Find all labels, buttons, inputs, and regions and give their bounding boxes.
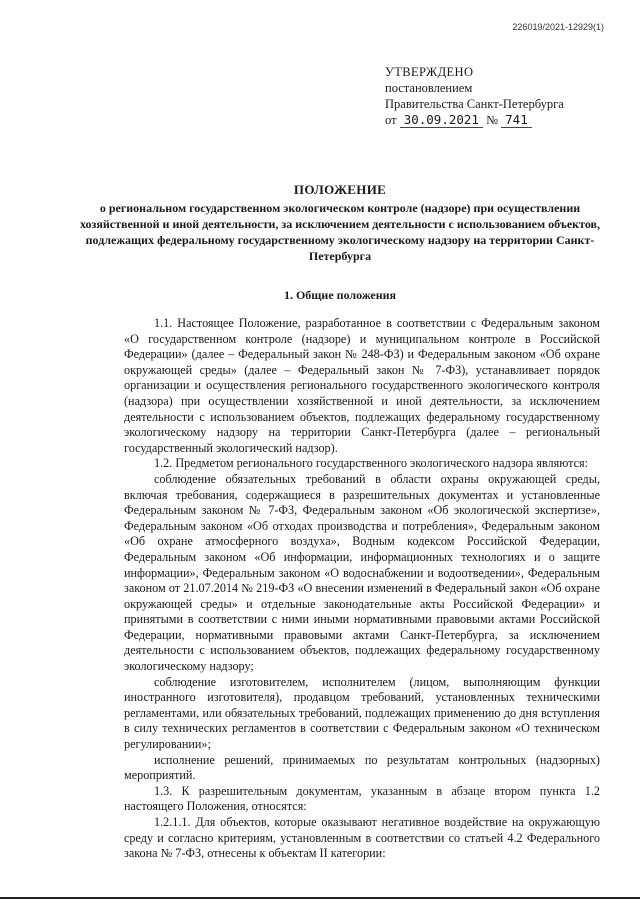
paragraph-1-3: 1.3. К разрешительным документам, указанным в абзаце втором пункта 1.2 настоящего Положения, относятся: [124,783,600,814]
paragraph-decisions: исполнение решений, принимаемых по результатам контрольных (надзорных) мероприятий. [124,752,600,783]
section-title: 1. Общие положения [283,288,397,302]
approval-title: УТВЕРЖДЕНО [385,65,474,79]
approval-line-2: постановлением [385,81,473,95]
approval-line-3: Правительства Санкт-Петербурга [385,97,564,111]
paragraph-1-2: 1.2. Предметом регионального государственного экологического надзора являются: [154,456,589,471]
approval-date: 30.09.2021 [400,112,483,128]
number-label: № [486,113,499,127]
approval-block [385,64,564,128]
paragraph-compliance: соблюдение обязательных требований в области охраны окружающей среды, включая требования, содержащиеся в разрешительных документах и установленные Федеральным законом № 7-ФЗ, Федеральным законом «Об экологической экспертизе», Федеральным законом «Об отходах производства и потребления», Федеральным законом «Об охране атмосферного воздуха», Водным кодексом Российской Федерации, Федеральным законом «Об информации, информационных технологиях и о защите информации», Федеральным законом «О водоснабжении и водоотведении», Федеральным законом от 21.07.2014 № 219-ФЗ «О внесении изменений в Федеральный закон «Об охране окружающей среды» и отдельные законодательные акты Российской Федерации» и принятыми в соответствии с ними иными нормативными правовыми актами Российской Федерации, нормативными правовыми актами Санкт-Петербурга, за исключением деятельности с использованием объектов, подлежащих федеральному государственному экологическому надзору; [124,471,600,674]
paragraph-1-1: 1.1. Настоящее Положение, разработанное в соответствии с Федеральным законом «О государственном контроле (надзоре) и муниципальном контроле в Российской Федерации» (далее – Федеральный закон № 248-ФЗ) и Федеральным законом «Об охране окружающей среды» (далее – Федеральный закон № 7-ФЗ), устанавливает порядок организации и осуществления регионального государственного экологического контроля (надзора) при осуществлении хозяйственной и иной деятельности, за исключением деятельности с использованием объектов, подлежащих федеральному государственному экологическому надзору на территории Санкт-Петербурга (далее – региональный государственный экологический надзор). [124,316,600,455]
from-label: от [385,113,397,127]
approval-number: 741 [501,112,532,128]
document-body [124,316,600,862]
page-bottom-rule [0,897,640,899]
document-heading [60,182,620,264]
paragraph-manufacturer: соблюдение изготовителем, исполнителем (лицом, выполняющим функции иностранного изготовителя), продавцом требований, установленных техническими регламентами, или обязательных требований, подлежащих применению до дня вступления в силу технических регламентов в соответствии с Федеральным законом «О техническом регулировании»; [124,674,600,752]
paragraph-1-2-1-1: 1.2.1.1. Для объектов, которые оказывают негативное воздействие на окружающую среду и согласно критериям, установленным в соответствии со статьей 4.2 Федерального закона № 7-ФЗ, отнесены к объектам II категории: [124,815,600,861]
approval-date-line [385,112,564,128]
document-subtitle: о региональном государственном экологическом контроле (надзоре) при осуществлении хозяйственной и иной деятельности, за исключением деятельности с использованием объектов, подлежащих федеральному государственному экологическому надзору на территории Санкт-Петербурга [79,201,601,263]
document-number: 226019/2021-12929(1) [512,22,604,32]
document-title: ПОЛОЖЕНИЕ [293,182,387,197]
